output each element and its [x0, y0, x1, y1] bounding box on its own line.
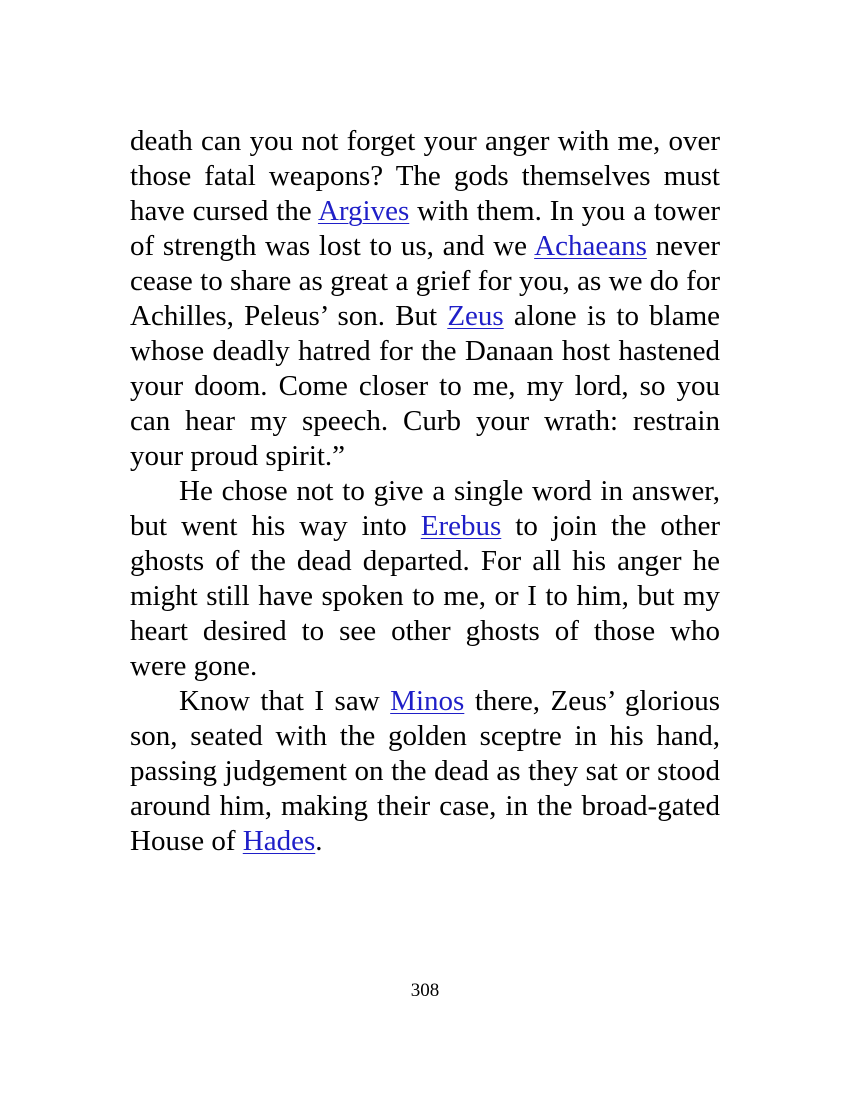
link-achaeans[interactable]: Achaeans: [534, 230, 647, 262]
text-segment: with them. In you a tower of strength was lost to us, and we: [130, 195, 720, 262]
paragraph-2: [130, 474, 720, 684]
paragraph-3: [130, 684, 720, 859]
page-body: [130, 124, 720, 859]
link-minos[interactable]: Minos: [390, 685, 465, 717]
text-segment: alone is to blame whose deadly hatred for the Danaan host hastened your doom. Come closer to me, my lord, so you can hear my speech. Curb your wrath: restrain your proud spirit.”: [130, 300, 720, 472]
text-segment: He chose not to give a single word in answer, but went his way into: [130, 475, 720, 542]
text-segment: to join the other ghosts of the dead departed. For all his anger he might still have spoken to me, or I to him, but my heart desired to see other ghosts of those who were gone.: [130, 510, 721, 682]
text-segment: never cease to share as great a grief for you, as we do for Achilles, Peleus’ son. But: [130, 230, 720, 332]
text-segment: Know that I saw: [179, 685, 391, 717]
paragraph-1: [130, 124, 720, 474]
text-segment: there, Zeus’ glorious son, seated with the golden sceptre in his hand, passing judgement on the dead as they sat or stood around him, making their case, in the broad-gated House of: [130, 685, 720, 857]
text-segment: death can you not forget your anger with me, over those fatal weapons? The gods themselves must have cursed the: [130, 125, 720, 227]
link-zeus[interactable]: Zeus: [447, 300, 504, 332]
page-number: 308: [410, 980, 440, 1001]
link-hades[interactable]: Hades: [242, 825, 316, 857]
link-argives[interactable]: Argives: [317, 195, 410, 227]
link-erebus[interactable]: Erebus: [420, 510, 502, 542]
text-segment: .: [315, 825, 323, 857]
